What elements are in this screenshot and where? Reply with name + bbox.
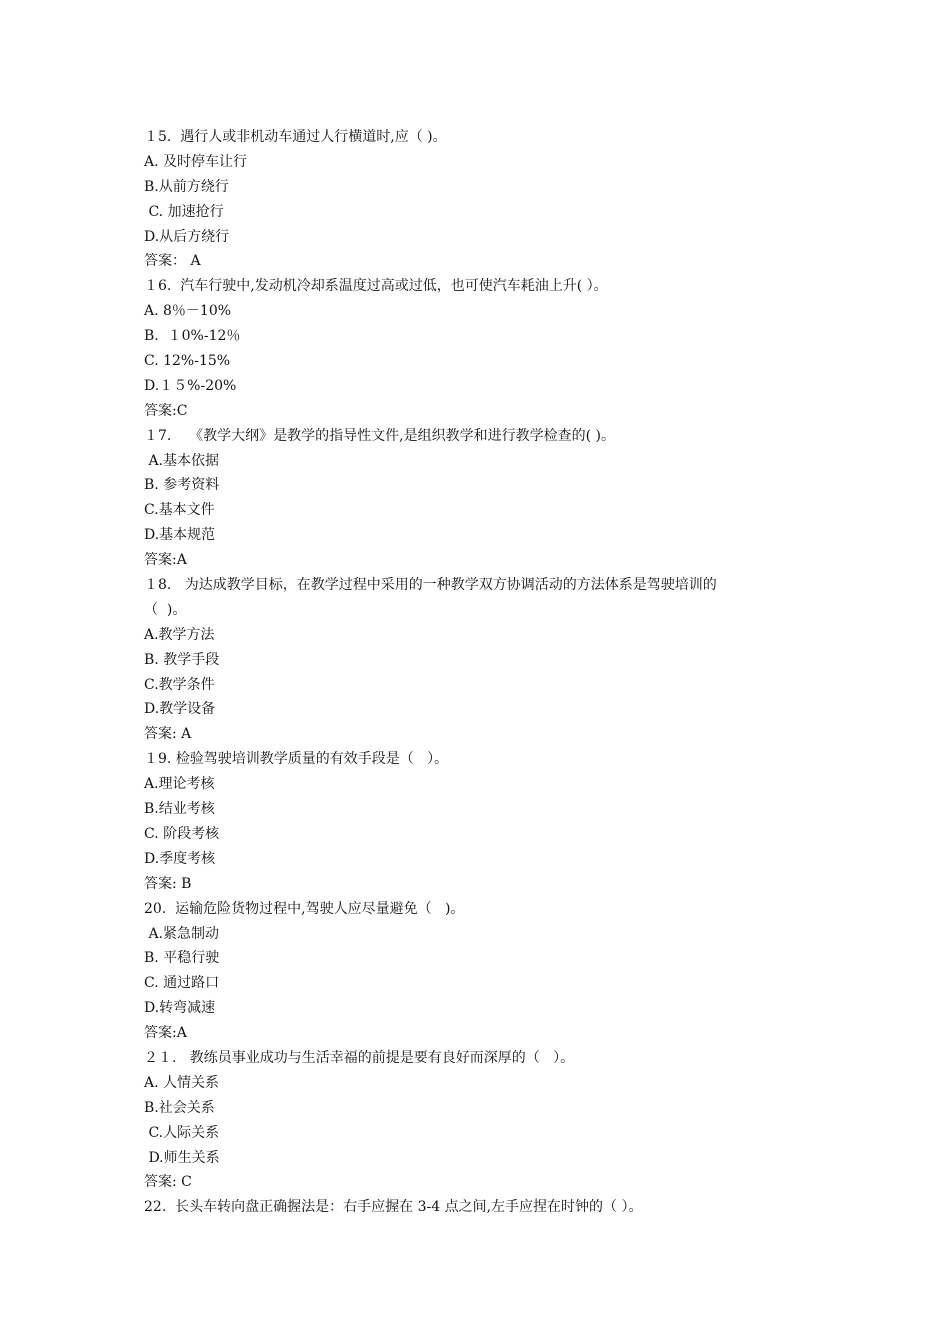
- question-16: １6. 汽车行驶中,发动机冷却系温度过高或过低，也可使汽车耗油上升( ）。: [144, 278, 608, 295]
- option-line: A. 及时停车让行: [144, 153, 248, 170]
- question-21: ２１. 教练员事业成功与生活幸福的前提是要有良好而深厚的（ ）。: [144, 1049, 575, 1066]
- option-line: B.结业考核: [144, 801, 215, 818]
- question-19: １9. 检验驾驶培训教学质量的有效手段是（ ）。: [144, 751, 449, 768]
- option-line: A.基本依据: [144, 452, 220, 469]
- option-line: A.教学方法: [144, 626, 215, 643]
- option-line: D.教学设备: [144, 701, 216, 718]
- answer-line: 答案: C: [144, 1174, 192, 1191]
- question-18-continued: （ )。: [144, 601, 187, 618]
- option-line: A.紧急制动: [144, 925, 220, 942]
- answer-line: 答案: A: [144, 726, 192, 743]
- option-line: B. 参考资料: [144, 477, 220, 494]
- option-line: B.社会关系: [144, 1099, 215, 1116]
- question-17: １7. 《教学大纲》是教学的指导性文件,是组织教学和进行教学检查的( )。: [144, 427, 615, 444]
- option-line: C. 12%-15%: [144, 353, 231, 370]
- answer-line: 答案:A: [144, 552, 187, 569]
- option-line: D.转弯减速: [144, 1000, 216, 1017]
- option-line: C.基本文件: [144, 502, 215, 519]
- option-line: B. １0%-12％: [144, 328, 241, 345]
- option-line: C.人际关系: [144, 1124, 220, 1141]
- option-line: B.从前方绕行: [144, 178, 229, 195]
- question-22: 22. 长头车转向盘正确握法是：右手应握在 3-4 点之间,左手应捏在时钟的（ ）。: [144, 1199, 643, 1216]
- option-line: C.教学条件: [144, 676, 215, 693]
- option-line: B. 教学手段: [144, 651, 220, 668]
- option-line: D.从后方绕行: [144, 228, 230, 245]
- answer-line: 答案:C: [144, 402, 188, 419]
- option-line: D.师生关系: [144, 1149, 220, 1166]
- option-line: D.基本规范: [144, 527, 216, 544]
- option-line: C. 阶段考核: [144, 825, 220, 842]
- option-line: B. 平稳行驶: [144, 950, 220, 967]
- question-list: [144, 125, 814, 1220]
- answer-line: 答案： A: [144, 253, 201, 270]
- answer-line: 答案:A: [144, 1025, 187, 1042]
- option-line: A. 8％－10%: [144, 303, 232, 320]
- answer-line: 答案: B: [144, 875, 192, 892]
- question-18: １8. 为达成教学目标，在教学过程中采用的一种教学双方协调活动的方法体系是驾驶培训的: [144, 577, 717, 594]
- question-20: 20. 运输危险货物过程中,驾驶人应尽量避免（ )。: [144, 900, 465, 917]
- option-line: D.季度考核: [144, 850, 216, 867]
- question-15: １5. 遇行人或非机动车通过人行横道时,应（ )。: [144, 129, 447, 145]
- option-line: D.１５%-20%: [144, 377, 237, 394]
- option-line: A. 人情关系: [144, 1074, 220, 1091]
- option-line: C. 通过路口: [144, 975, 220, 992]
- option-line: A.理论考核: [144, 776, 215, 793]
- option-line: C. 加速抢行: [144, 203, 224, 220]
